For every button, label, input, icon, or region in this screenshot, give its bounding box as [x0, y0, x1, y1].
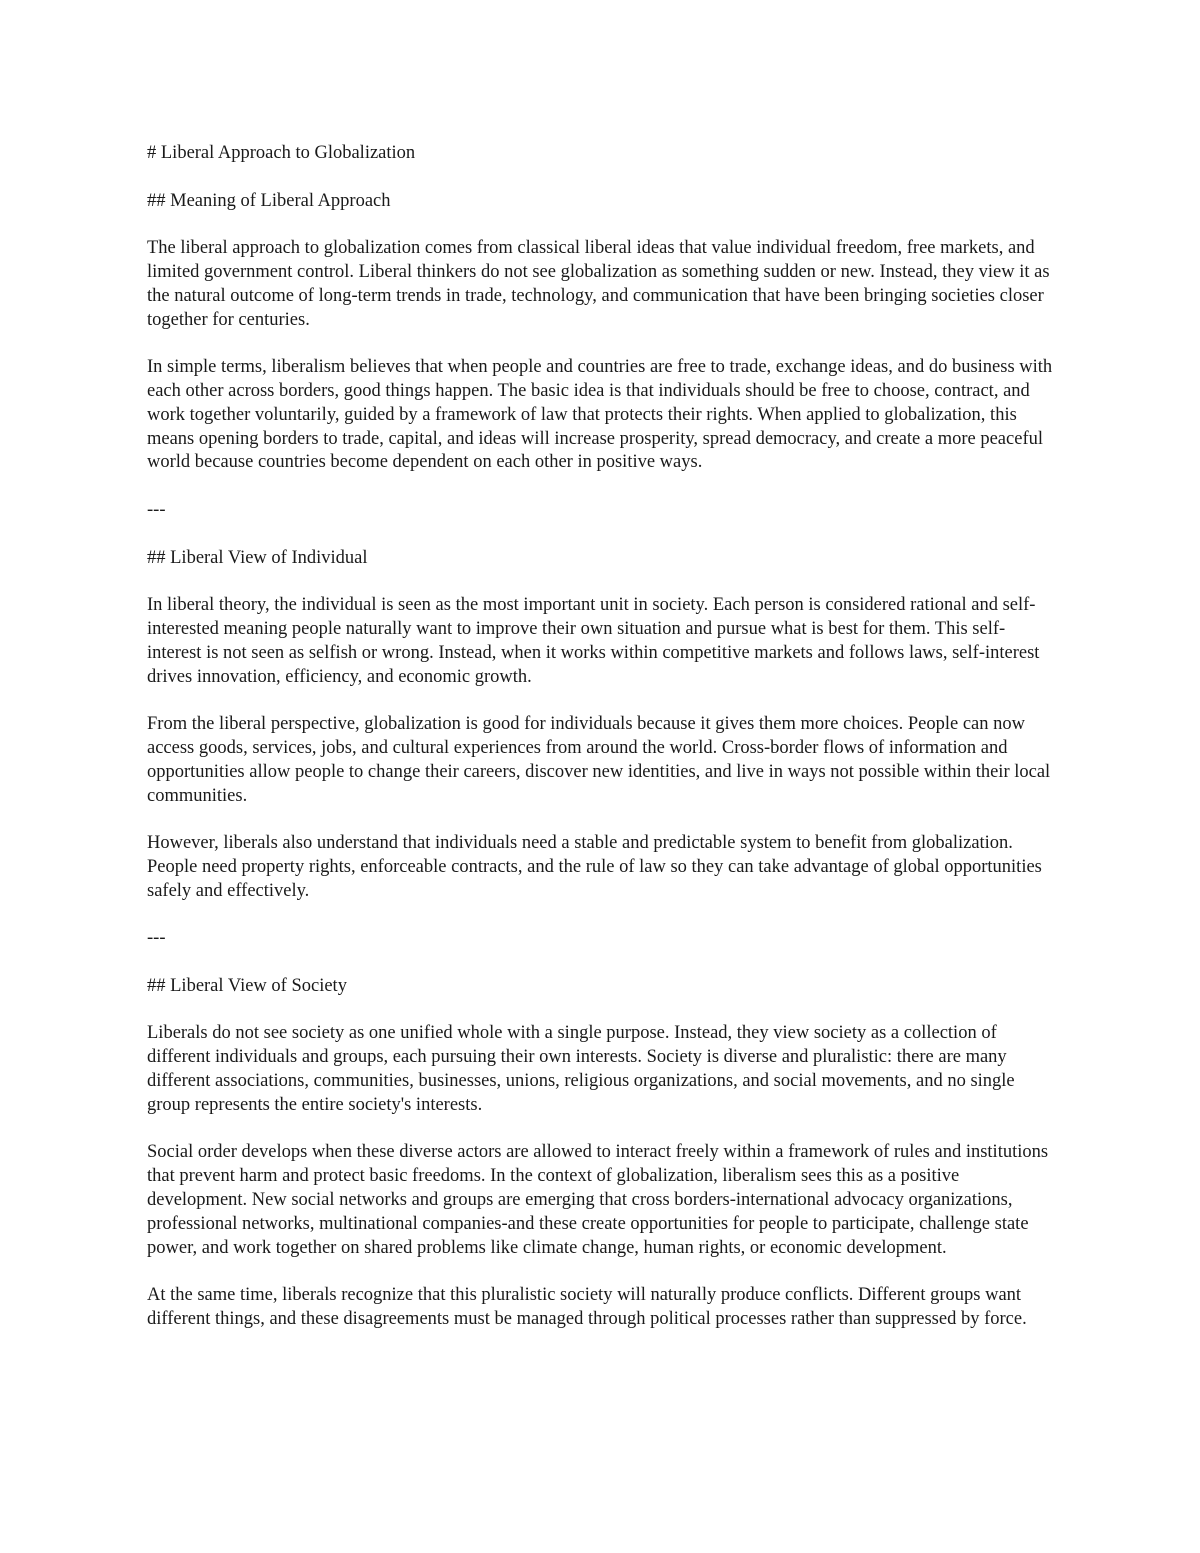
paragraph: At the same time, liberals recognize that this pluralistic society will naturally produce conflicts. Different groups want different things, and these disagreements must be managed through political processes rather than suppressed by force.: [147, 1285, 1027, 1330]
paragraph: Liberals do not see society as one unified whole with a single purpose. Instead, they view society as a collection of different individuals and groups, each pursuing their own interests. Society is diverse and pluralistic: there are many different associations, communities, businesses, unions, religious organizations, and social movements, and no single group represents the entire society's interests.: [147, 1023, 1015, 1115]
paragraph: Social order develops when these diverse actors are allowed to interact freely within a framework of rules and institutions that prevent harm and protect basic freedoms. In the context of globalization, liberalism sees this as a positive development. New social networks and groups are emerging that cross borders-international advocacy organizations, professional networks, multinational companies-and these create opportunities for people to participate, challenge state power, and work together on shared problems like climate change, human rights, or economic development.: [147, 1142, 1049, 1258]
paragraph: In liberal theory, the individual is seen as the most important unit in society. Each person is considered rational and self-interested meaning people naturally want to improve their own situation and pursue what is best for them. This self-interest is not seen as selfish or wrong. Instead, when it works within competitive markets and follows laws, self-interest drives innovation, efficiency, and economic growth.: [147, 595, 1040, 687]
paragraph: However, liberals also understand that individuals need a stable and predictable system to benefit from globalization. People need property rights, enforceable contracts, and the rule of law so they can take advantage of global opportunities safely and effectively.: [147, 833, 1042, 901]
section-heading-individual: ## Liberal View of Individual: [147, 547, 368, 568]
section-heading-meaning: ## Meaning of Liberal Approach: [147, 190, 391, 211]
section-separator: ---: [147, 499, 166, 520]
paragraph: The liberal approach to globalization comes from classical liberal ideas that value individual freedom, free markets, and limited government control. Liberal thinkers do not see globalization as something sudden or new. Instead, they view it as the natural outcome of long-term trends in trade, technology, and communication that have been bringing societies closer together for centuries.: [147, 238, 1050, 330]
document-title: # Liberal Approach to Globalization: [147, 143, 416, 163]
section-separator: ---: [147, 928, 166, 949]
document-page: [147, 142, 1059, 1356]
paragraph: From the liberal perspective, globalization is good for individuals because it gives them more choices. People can now access goods, services, jobs, and cultural experiences from around the world. Cross-border flows of information and opportunities allow people to change their careers, discover new identities, and live in ways not possible within their local communities.: [147, 714, 1051, 806]
paragraph: In simple terms, liberalism believes that when people and countries are free to trade, exchange ideas, and do business with each other across borders, good things happen. The basic idea is that individuals should be free to choose, contract, and work together voluntarily, guided by a framework of law that protects their rights. When applied to globalization, this means opening borders to trade, capital, and ideas will increase prosperity, spread democracy, and create a more peaceful world because countries become dependent on each other in positive ways.: [147, 357, 1053, 473]
section-heading-society: ## Liberal View of Society: [147, 975, 347, 996]
